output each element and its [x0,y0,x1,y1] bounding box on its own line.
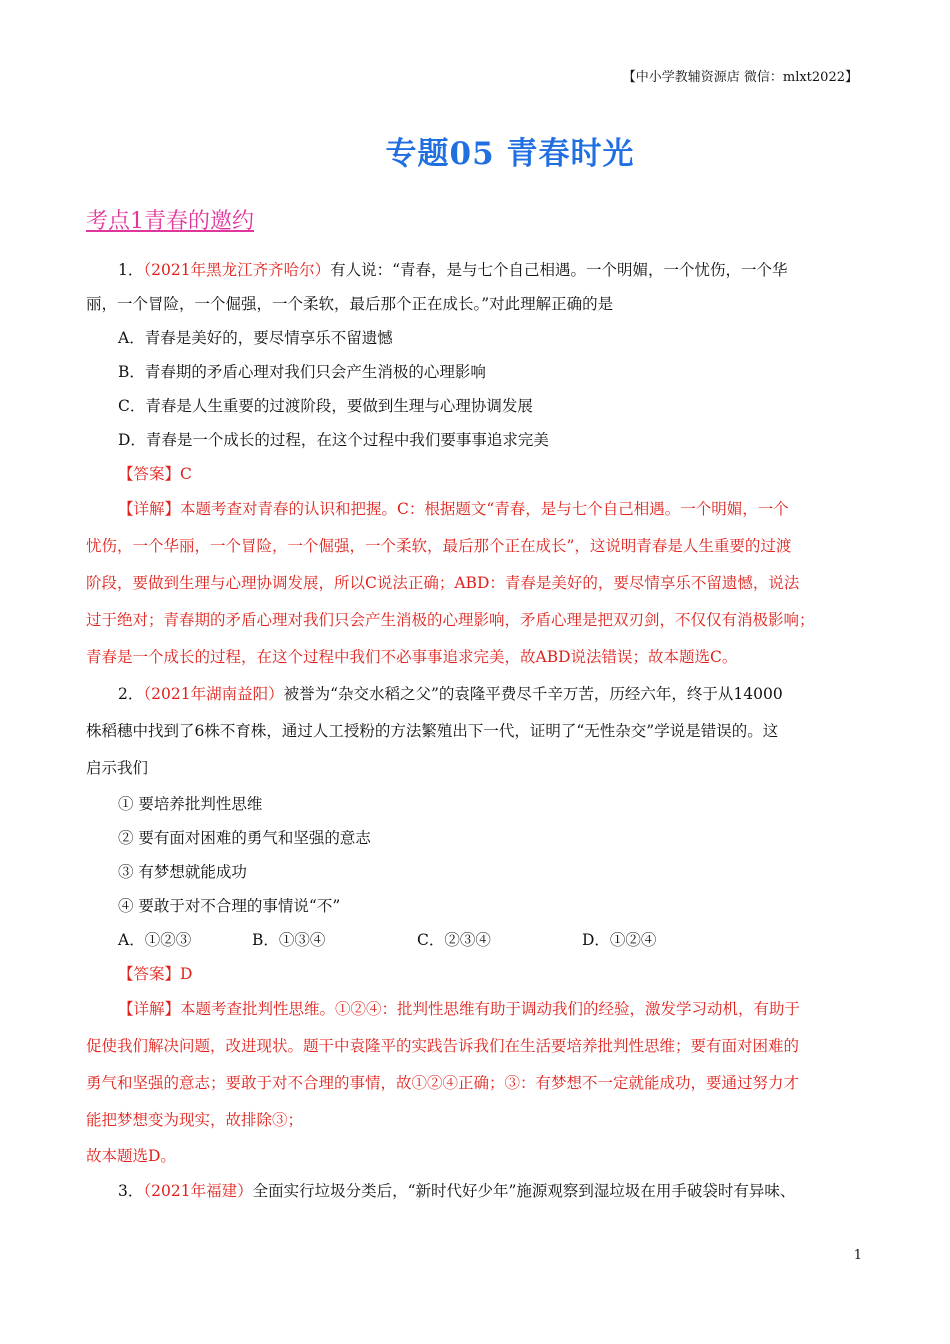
answer: 【答案】C [118,465,192,483]
question-1-stem [86,253,864,287]
page-number: 1 [853,1248,862,1263]
answer: 【答案】D [118,965,193,983]
choice-c: C．②③④ [417,931,491,949]
statement-item: ③ 有梦想就能成功 [118,863,247,881]
statement-item: ① 要培养批判性思维 [118,795,263,813]
question-2-stem [86,676,864,713]
choice-b: B．①③④ [252,931,326,949]
choice-row [86,923,864,957]
question-text: 丽，一个冒险，一个倔强，一个柔软，最后那个正在成长。”对此理解正确的是 [86,295,614,313]
question-text: 被誉为“杂交水稻之父”的袁隆平费尽千辛万苦，历经六年，终于从14000 [283,685,783,703]
option-b: B．青春期的矛盾心理对我们只会产生消极的心理影响 [118,363,486,381]
explanation-line: 过于绝对；青春期的矛盾心理对我们只会产生消极的心理影响，矛盾心理是把双刃剑，不仅仅有消极影响； [86,611,815,629]
conclusion: 故本题选D。 [86,1147,176,1165]
question-text: 全面实行垃圾分类后，“新时代好少年”施源观察到湿垃圾在用手破袋时有异味、 [252,1182,796,1200]
question-3-stem [86,1173,864,1210]
option-d: D．青春是一个成长的过程，在这个过程中我们要事事追求完美 [118,431,549,449]
explanation-line: 青春是一个成长的过程，在这个过程中我们不必事事追求完美，故ABD说法错误；故本题选C。 [86,648,738,666]
option-c: C．青春是人生重要的过渡阶段，要做到生理与心理协调发展 [118,397,533,415]
page-title: 专题05 青春时光 [385,136,635,172]
document-body [86,253,864,1210]
statement-item: ④ 要敢于对不合理的事情说“不” [118,897,341,915]
explanation-line: 忧伤，一个华丽，一个冒险，一个倔强，一个柔软，最后那个正在成长”，这说明青春是人生重要的过渡 [86,537,792,555]
statement-item: ② 要有面对困难的勇气和坚强的意志 [118,829,371,847]
choice-d: D．①②④ [582,931,657,949]
choice-a: A．①②③ [118,931,192,949]
question-number: 2． [118,685,144,703]
question-source: （2021年福建） [143,1182,253,1200]
question-number: 1． [118,261,144,279]
header-note: 【中小学教辅资源店 微信：mlxt2022】 [622,70,858,85]
explanation-line: 促使我们解决问题，改进现状。题干中袁隆平的实践告诉我们在生活要培养批判性思维；要有面对困难的 [86,1037,800,1055]
explanation-line: 【详解】本题考查对青春的认识和把握。C：根据题文“青春，是与七个自己相遇。一个明媚，一个 [118,500,789,518]
question-number: 3． [118,1182,144,1200]
explanation-line: 勇气和坚强的意志；要敢于对不合理的事情，故①②④正确；③：有梦想不一定就能成功，要通过努力才 [86,1074,800,1092]
section-heading: 考点1青春的邀约 [86,209,254,234]
question-text: 株稻穗中找到了6株不育株，通过人工授粉的方法繁殖出下一代，证明了“无性杂交”学说是错误的。这 [86,722,779,740]
explanation-line: 阶段，要做到生理与心理协调发展，所以C说法正确；ABD：青春是美好的，要尽情享乐不留遗憾，说法 [86,574,800,592]
question-source: （2021年湖南益阳） [143,685,284,703]
option-a: A．青春是美好的，要尽情享乐不留遗憾 [118,329,393,347]
explanation-line: 能把梦想变为现实，故排除③； [86,1111,304,1129]
explanation-line: 【详解】本题考查批判性思维。①②④：批判性思维有助于调动我们的经验，激发学习动机，有助于 [118,1000,801,1018]
question-text: 有人说：“青春，是与七个自己相遇。一个明媚，一个忧伤，一个华 [330,261,788,279]
question-text: 启示我们 [86,759,149,777]
question-source: （2021年黑龙江齐齐哈尔） [143,261,331,279]
